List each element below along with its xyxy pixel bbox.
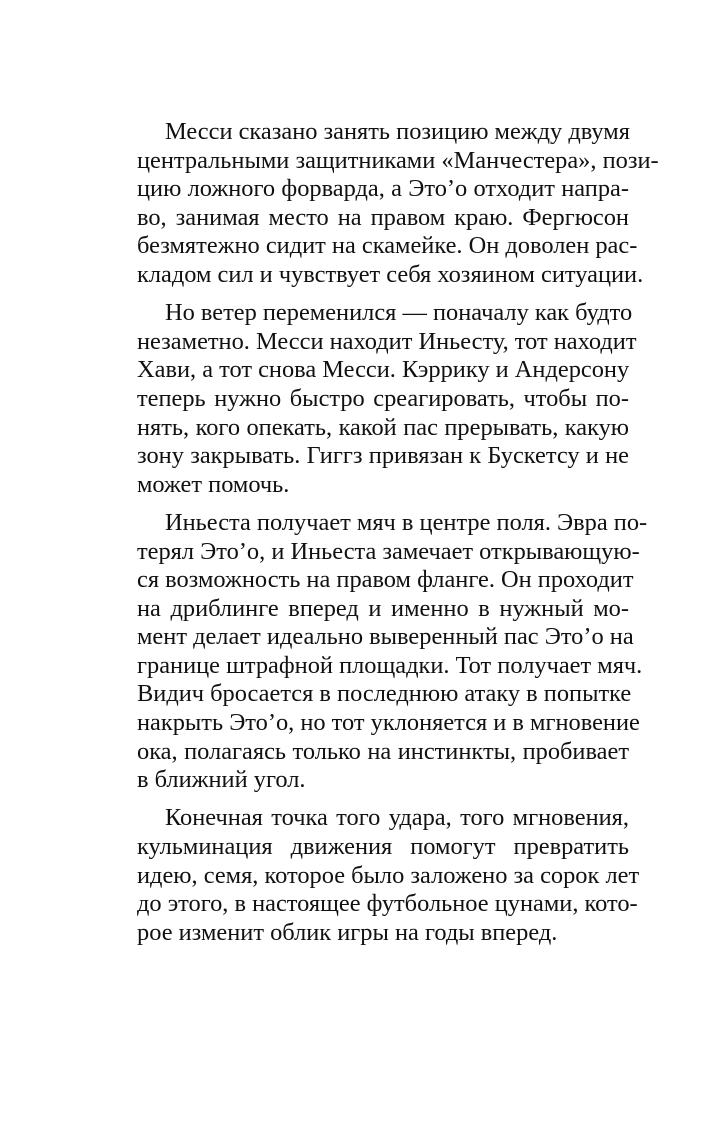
paragraph-2 [137,299,637,499]
text-line: границе штрафной площадки. Тот получает мяч. [137,651,643,679]
text-line: Месси сказано занять позицию между двумя [165,118,630,145]
text-line: кладом сил и чувствует себя хозяином ситуации. [137,260,644,288]
paragraph-3 [137,508,648,795]
text-line: рое изменит облик игры на годы вперед. [137,918,558,946]
text-line: терял Это’о, и Иньеста замечает открывающую- [137,537,640,565]
text-line: ока, полагаясь только на инстинкты, пробивает [137,737,629,765]
text-line: незаметно. Месси находит Иньесту, тот находит [137,327,637,355]
body-text [137,118,659,947]
text-line: во, занимая место на правом краю. Фергюсон [137,203,629,231]
text-line: на дриблинге вперед и именно в нужный мо- [137,594,629,622]
paragraph-1 [137,118,659,290]
text-line: кульминация движения помогут превратить [137,833,629,861]
text-line: накрыть Это’о, но тот уклоняется и в мгновение [137,709,640,737]
text-line: Конечная точка того удара, того мгновения, [165,804,629,832]
text-line: может помочь. [137,470,290,498]
text-line: до этого, в настоящее футбольное цунами, кото- [137,890,638,918]
text-line: нять, кого опекать, какой пас прерывать, какую [137,413,629,441]
text-line: идею, семя, которое было заложено за сорок лет [137,861,640,889]
text-line: теперь нужно быстро среагировать, чтобы по- [137,384,629,412]
text-line: Иньеста получает мяч в центре поля. Эвра по- [165,508,648,536]
text-line: Хави, а тот снова Месси. Кэррику и Андерсону [137,356,630,384]
text-line: центральными защитниками «Манчестера», пози- [137,146,659,174]
text-line: зону закрывать. Гиггз привязан к Бускетсу и не [137,442,629,470]
paragraph-4 [137,804,640,947]
text-line: безмятежно сидит на скамейке. Он доволен рас- [137,232,638,260]
text-line: в ближний угол. [137,766,306,794]
text-line: Но ветер переменился — поначалу как будто [165,299,633,327]
text-line: Видич бросается в последнюю атаку в попытке [137,680,632,708]
text-line: цию ложного форварда, а Это’о отходит напра- [137,175,629,203]
text-line: ся возможность на правом фланге. Он проходит [137,566,634,594]
text-line: мент делает идеально выверенный пас Это’о на [137,623,634,651]
